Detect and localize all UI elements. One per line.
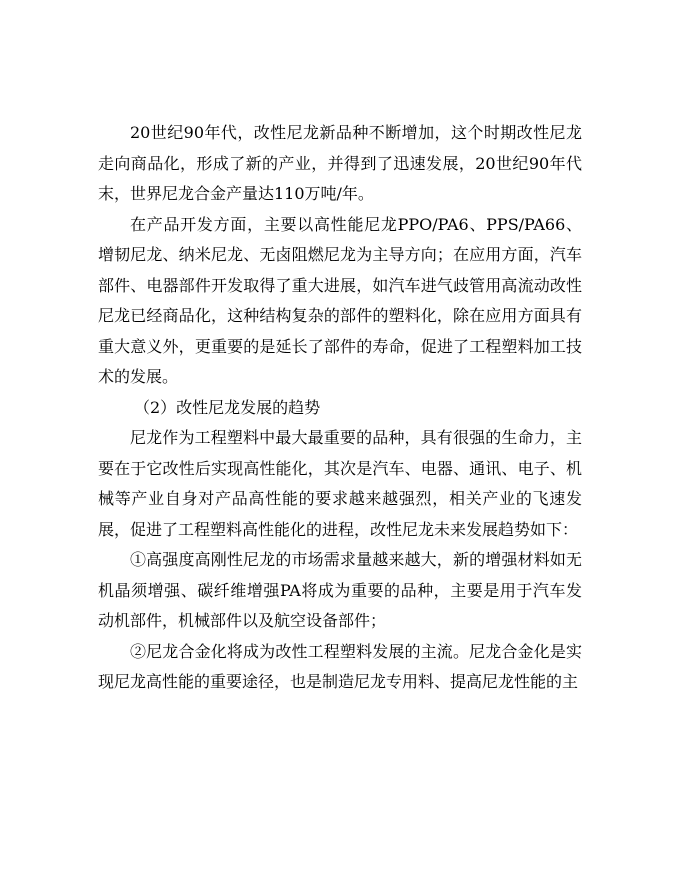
paragraph-trends-intro: 尼龙作为工程塑料中最大最重要的品种，具有很强的生命力，主要在于它改性后实现高性能化，其次是汽车、电器、通讯、电子、机械等产业自身对产品高性能的要求越来越强烈，相关产业的飞速发展，促进了工程塑料高性能化的进程，改性尼龙未来发展趋势如下： — [98, 428, 582, 539]
paragraph-trend-2: ②尼龙合金化将成为改性工程塑料发展的主流。尼龙合金化是实现尼龙高性能的重要途径，也是制造尼龙专用料、提高尼龙性能的主 — [98, 641, 582, 691]
document-body — [98, 118, 582, 698]
paragraph-trend-1: ①高强度高刚性尼龙的市场需求量越来越大，新的增强材料如无机晶须增强、碳纤维增强PA将成为重要的品种，主要是用于汽车发动机部件，机械部件以及航空设备部件； — [98, 550, 582, 630]
section-heading: （2）改性尼龙发展的趋势 — [134, 397, 321, 417]
paragraph-nylon-1990s: 20世纪90年代，改性尼龙新品种不断增加，这个时期改性尼龙走向商品化，形成了新的产业，并得到了迅速发展，20世纪90年代末，世界尼龙合金产量达110万吨/年。 — [98, 123, 582, 203]
paragraph-product-development: 在产品开发方面，主要以高性能尼龙PPO/PA6、PPS/PA66、增韧尼龙、纳米尼龙、无卤阻燃尼龙为主导方向；在应用方面，汽车部件、电器部件开发取得了重大进展，如汽车进气歧管用高流动改性尼龙已经商品化，这种结构复杂的部件的塑料化，除在应用方面具有重大意义外，更重要的是延长了部件的寿命，促进了工程塑料加工技术的发展。 — [98, 214, 582, 386]
